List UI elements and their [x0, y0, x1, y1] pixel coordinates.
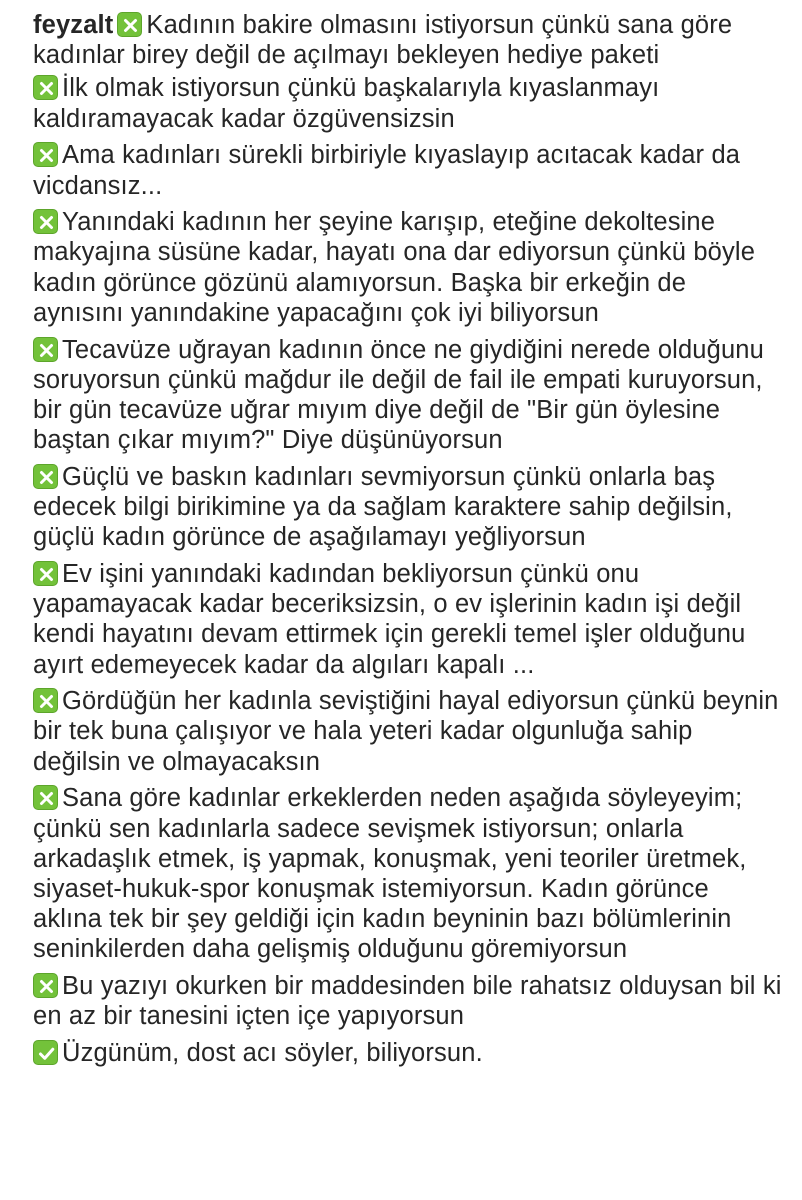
paragraph-text: Sana göre kadınlar erkeklerden neden aşağıda söyleyeyim; çünkü sen kadınlarla sadece sevişmek istiyorsun; onlarla arkadaşlık etmek, iş yapmak, konuşmak, yeni teoriler üretmek, siyaset-hukuk-spor konuşmak istemiyorsun. Kadın görünce aklına tek bir şey geldiği için kadın beyninin bazı bölümlerinin seninkilerden daha gelişmiş olduğunu göremiyorsun	[33, 784, 747, 964]
caption-paragraph-5	[33, 335, 783, 456]
cross-mark-icon	[33, 75, 58, 100]
paragraph-text: Tecavüze uğrayan kadının önce ne giydiğini nerede olduğunu soruyorsun çünkü mağdur ile değil de fail ile empati kuruyorsun, bir gün tecavüze uğrar mıyım diye değil de "Bir gün öylesine baştan çıkar mıyım?" Diye düşünüyorsun	[33, 335, 764, 455]
paragraph-text: Güçlü ve baskın kadınları sevmiyorsun çünkü onlarla baş edecek bilgi birikimine ya da sağlam karaktere sahip değilsin, güçlü kadın görünce de aşağılamayı yeğliyorsun	[33, 462, 733, 552]
cross-mark-icon	[33, 464, 58, 489]
username-link[interactable]: feyzalt	[33, 11, 114, 39]
caption-paragraph-6	[33, 462, 783, 553]
cross-mark-icon	[33, 688, 58, 713]
cross-mark-icon	[33, 561, 58, 586]
cross-mark-icon	[33, 209, 58, 234]
caption-paragraph-3	[33, 140, 783, 200]
check-mark-icon	[33, 1040, 58, 1065]
caption-paragraph-11	[33, 1038, 783, 1068]
cross-mark-icon	[33, 973, 58, 998]
paragraph-text: Üzgünüm, dost acı söyler, biliyorsun.	[62, 1039, 483, 1067]
caption-paragraph-1	[33, 10, 783, 70]
paragraph-text: İlk olmak istiyorsun çünkü başkalarıyla kıyaslanmayı kaldıramayacak kadar özgüvensizsin	[33, 74, 660, 133]
paragraph-text: Gördüğün her kadınla seviştiğini hayal ediyorsun çünkü beynin bir tek buna çalışıyor ve hala yeteri kadar olgunluğa sahip değilsin ve olmayacaksın	[33, 687, 779, 776]
caption-paragraph-10	[33, 971, 783, 1031]
post-caption	[33, 10, 783, 1075]
paragraph-text: Bu yazıyı okurken bir maddesinden bile rahatsız olduysan bil ki en az bir tanesini içten içe yapıyorsun	[33, 972, 782, 1031]
caption-paragraph-2	[33, 73, 783, 133]
cross-mark-icon	[117, 12, 142, 37]
paragraph-text: Ev işini yanındaki kadından bekliyorsun çünkü onu yapamayacak kadar beceriksizsin, o ev işlerinin kadın işi değil kendi hayatını devam ettirmek için gerekli temel işler olduğunu ayırt edemeyecek kadar da algıları kapalı ...	[33, 559, 746, 679]
cross-mark-icon	[33, 337, 58, 362]
cross-mark-icon	[33, 142, 58, 167]
cross-mark-icon	[33, 785, 58, 810]
caption-paragraph-7	[33, 559, 783, 680]
caption-paragraph-8	[33, 686, 783, 777]
caption-paragraph-4	[33, 207, 783, 328]
paragraph-text: Kadının bakire olmasını istiyorsun çünkü sana göre kadınlar birey değil de açılmayı bekleyen hediye paketi	[33, 11, 733, 70]
caption-paragraph-9	[33, 783, 783, 964]
paragraph-text: Yanındaki kadının her şeyine karışıp, eteğine dekoltesine makyajına süsüne kadar, hayatı ona dar ediyorsun çünkü böyle kadın görünce gözünü alamıyorsun. Başka bir erkeğin de aynısını yanındakine yapacağını çok iyi biliyorsun	[33, 208, 756, 327]
paragraph-text: Ama kadınları sürekli birbiriyle kıyaslayıp acıtacak kadar da vicdansız...	[33, 141, 741, 200]
